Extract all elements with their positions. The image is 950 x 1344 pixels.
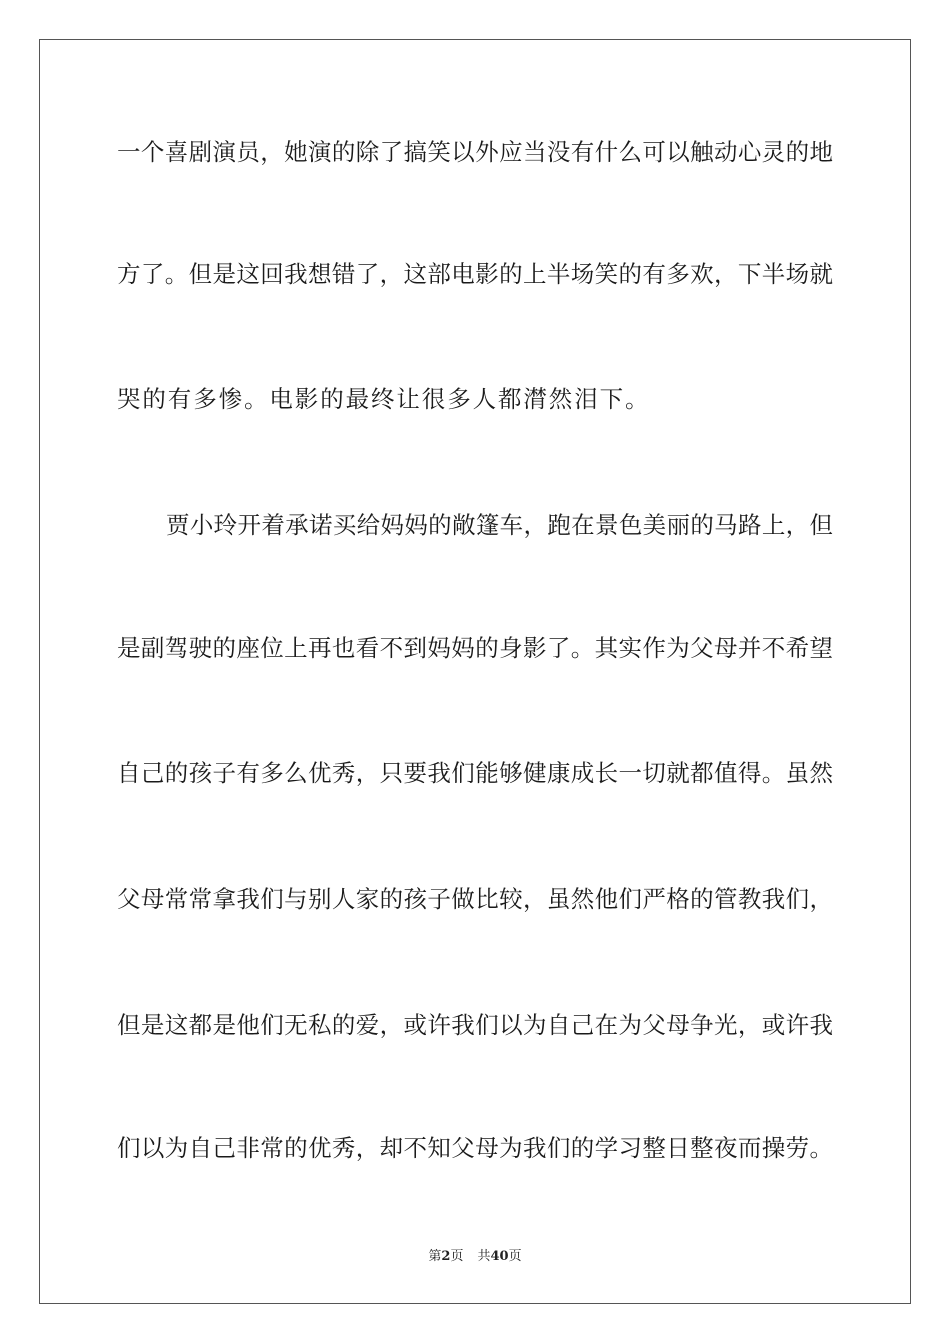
- page-number: 2: [441, 1249, 451, 1264]
- text-line-3: 哭的有多惨。电影的最终让很多人都潸然泪下。: [117, 385, 651, 413]
- text-line-5: 是副驾驶的座位上再也看不到妈妈的身影了。其实作为父母并不希望: [117, 634, 833, 662]
- text-line-4: 贾小玲开着承诺买给妈妈的敞篷车，跑在景色美丽的马路上，但: [166, 511, 833, 539]
- page-footer: [0, 1248, 950, 1266]
- total-pages: 40: [490, 1249, 509, 1264]
- text-line-6: 自己的孩子有多么优秀，只要我们能够健康成长一切就都值得。虽然: [117, 759, 833, 787]
- text-line-7: 父母常常拿我们与别人家的孩子做比较，虽然他们严格的管教我们，: [117, 885, 833, 913]
- text-line-2: 方了。但是这回我想错了，这部电影的上半场笑的有多欢，下半场就: [117, 260, 833, 288]
- text-line-1: 一个喜剧演员，她演的除了搞笑以外应当没有什么可以触动心灵的地: [117, 138, 833, 166]
- text-line-9: 们以为自己非常的优秀，却不知父母为我们的学习整日整夜而操劳。: [117, 1134, 833, 1162]
- total-prefix: 共: [477, 1249, 491, 1264]
- text-line-8: 但是这都是他们无私的爱，或许我们以为自己在为父母争光，或许我: [117, 1011, 833, 1039]
- page-suffix: 页: [450, 1249, 464, 1264]
- total-suffix: 页: [508, 1249, 522, 1264]
- page-border: [39, 39, 911, 1304]
- page-prefix: 第: [428, 1249, 442, 1264]
